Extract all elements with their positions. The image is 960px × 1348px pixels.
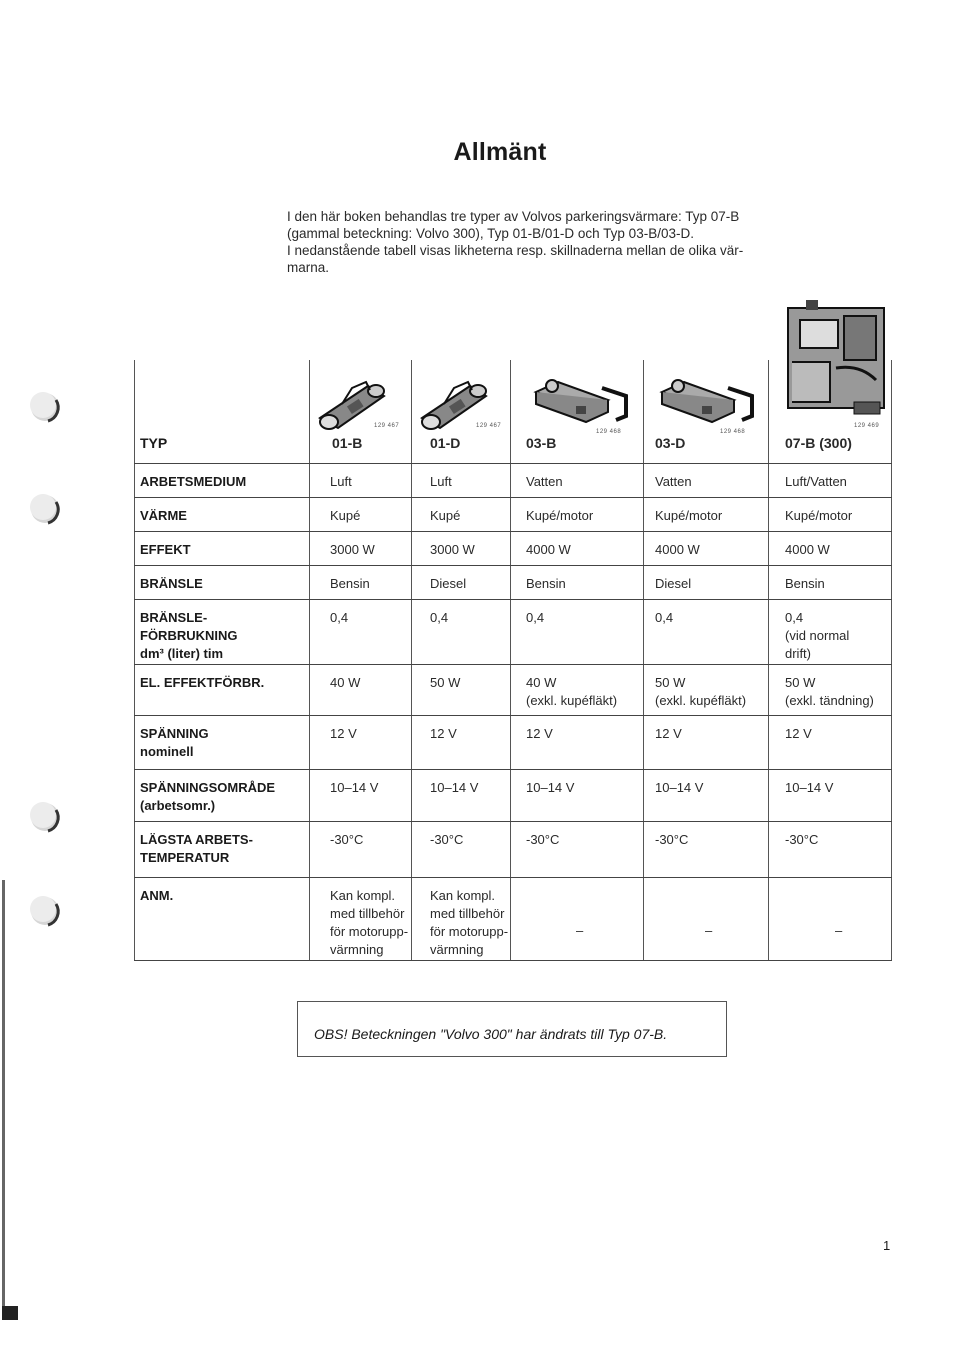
type-name: 07-B (300)	[785, 435, 852, 451]
table-cell	[430, 779, 478, 797]
table-cell-line: 10–14 V	[330, 780, 379, 795]
row-label-line: FÖRBRUKNING	[140, 628, 238, 643]
binder-hole-icon	[28, 492, 62, 526]
table-cell-line: för motorupp-	[330, 924, 409, 939]
table-cell-line: 10–14 V	[526, 780, 575, 795]
row-label	[140, 507, 187, 525]
table-cell-line: (exkl. kupéfläkt)	[655, 693, 747, 708]
table-cell	[526, 507, 593, 525]
row-label-line: dm³ (liter) tim	[140, 646, 224, 661]
row-label-line: EFFEKT	[140, 542, 191, 557]
table-cell-line: Kan kompl.	[330, 888, 396, 903]
table-cell	[330, 507, 360, 525]
table-cell-line: Kupé/motor	[785, 508, 853, 523]
row-label-line: VÄRME	[140, 508, 187, 523]
table-cell	[655, 473, 692, 491]
table-row	[134, 600, 892, 665]
row-label: TYP	[140, 435, 168, 451]
table-cell	[330, 575, 370, 593]
table-cell	[655, 507, 722, 525]
heater-03-icon	[648, 370, 760, 434]
table-row	[134, 566, 892, 600]
table-cell-line: 0,4	[430, 610, 449, 625]
table-row	[134, 498, 892, 532]
table-cell	[430, 473, 452, 491]
row-label	[140, 831, 253, 867]
table-cell-line: 4000 W	[655, 542, 700, 557]
table-cell-line: 50 W	[430, 675, 461, 690]
table-cell	[785, 575, 825, 593]
table-cell-line: Kupé/motor	[526, 508, 594, 523]
row-label-line: SPÄNNINGSOMRÅDE	[140, 780, 276, 795]
intro-line: marna.	[287, 260, 330, 275]
row-label	[140, 674, 264, 692]
table-cell-line: -30°C	[330, 832, 364, 847]
table-cell	[430, 507, 460, 525]
row-label	[140, 779, 275, 815]
page-number: 1	[883, 1238, 891, 1253]
table-cell	[785, 831, 818, 849]
table-cell	[785, 779, 833, 797]
table-cell-line: Vatten	[655, 474, 692, 489]
binder-hole-icon	[28, 390, 62, 424]
heater-03-icon	[522, 370, 634, 434]
row-label-line: TEMPERATUR	[140, 850, 230, 865]
image-code: 129 468	[720, 429, 746, 435]
table-cell	[430, 609, 448, 627]
table-cell	[655, 779, 703, 797]
table-cell-line: Diesel	[655, 576, 692, 591]
row-label-line: ANM.	[140, 888, 174, 903]
table-cell	[655, 575, 691, 593]
table-cell	[330, 473, 352, 491]
table-cell	[526, 779, 574, 797]
table-row	[134, 716, 892, 770]
table-cell-line: -30°C	[430, 832, 464, 847]
table-cell	[835, 922, 842, 940]
table-cell-line: -30°C	[785, 832, 819, 847]
table-cell	[785, 473, 847, 491]
row-label-line: LÄGSTA ARBETS-	[140, 832, 253, 847]
table-cell	[655, 831, 688, 849]
image-code: 129 467	[476, 423, 502, 429]
table-cell-line: –	[835, 923, 843, 938]
table-cell-line: Bensin	[526, 576, 566, 591]
page-title: Allmänt	[453, 138, 547, 166]
table-row	[134, 665, 892, 716]
page-edge-line	[2, 880, 5, 1320]
table-cell-line: 12 V	[430, 726, 457, 741]
note-box	[297, 1001, 727, 1057]
table-cell-line: 10–14 V	[430, 780, 479, 795]
table-row	[134, 464, 892, 498]
table-row	[134, 532, 892, 566]
table-cell-line: 4000 W	[526, 542, 571, 557]
row-label	[140, 575, 203, 593]
intro-line: I nedanstående tabell visas likheterna resp. skillnaderna mellan de olika vär-	[287, 243, 744, 258]
table-cell-line: Diesel	[430, 576, 467, 591]
table-cell	[526, 473, 563, 491]
table-cell	[526, 609, 544, 627]
table-cell	[430, 575, 466, 593]
table-cell	[655, 725, 682, 743]
table-cell-line: drift)	[785, 646, 811, 661]
type-name: 01-D	[430, 435, 461, 451]
table-cell	[430, 887, 508, 959]
table-cell-line: värmning	[430, 942, 484, 957]
table-cell-line: Kupé/motor	[655, 508, 723, 523]
table-cell-line: 0,4	[330, 610, 349, 625]
row-label-line: (arbetsomr.)	[140, 798, 216, 813]
table-cell-line: -30°C	[526, 832, 560, 847]
row-label	[140, 725, 209, 761]
table-cell	[785, 541, 830, 559]
table-cell-line: Kan kompl.	[430, 888, 496, 903]
row-label	[140, 473, 246, 491]
table-cell	[330, 779, 378, 797]
table-cell	[576, 922, 583, 940]
table-cell-line: –	[705, 923, 713, 938]
table-cell	[785, 725, 812, 743]
table-cell-line: med tillbehör	[430, 906, 505, 921]
table-row	[134, 770, 892, 822]
table-cell-line: Luft/Vatten	[785, 474, 847, 489]
table-cell-line: 3000 W	[430, 542, 475, 557]
table-row	[134, 822, 892, 878]
table-cell	[330, 541, 375, 559]
image-code: 129 467	[374, 423, 400, 429]
table-cell	[330, 609, 348, 627]
heater-07-icon	[770, 298, 892, 422]
table-cell-line: 10–14 V	[785, 780, 834, 795]
heater-spec-table	[134, 360, 892, 961]
table-cell-line: 0,4	[785, 610, 804, 625]
table-cell-line: 4000 W	[785, 542, 830, 557]
type-name: 03-D	[655, 435, 686, 451]
table-cell-line: Vatten	[526, 474, 563, 489]
table-cell-line: 3000 W	[330, 542, 375, 557]
table-cell	[526, 725, 553, 743]
type-name: 03-B	[526, 435, 557, 451]
binder-hole-icon	[28, 800, 62, 834]
table-cell-line: 40 W	[526, 675, 557, 690]
table-cell-line: (vid normal	[785, 628, 850, 643]
table-cell-line: 50 W	[655, 675, 686, 690]
row-label-line: ARBETSMEDIUM	[140, 474, 247, 489]
table-cell	[785, 674, 874, 710]
table-cell	[430, 831, 463, 849]
table-cell-line: Kupé	[330, 508, 361, 523]
image-code: 129 469	[854, 423, 880, 429]
table-cell-line: 0,4	[655, 610, 674, 625]
table-cell	[330, 831, 363, 849]
table-row	[134, 878, 892, 961]
table-cell-line: –	[576, 923, 584, 938]
row-label	[140, 609, 238, 663]
table-cell	[430, 725, 457, 743]
table-cell-line: -30°C	[655, 832, 689, 847]
table-cell-line: 40 W	[330, 675, 361, 690]
table-cell	[785, 609, 849, 663]
image-code: 129 468	[596, 429, 622, 435]
table-cell	[330, 674, 360, 692]
table-cell-line: 10–14 V	[655, 780, 704, 795]
table-cell-line: 12 V	[655, 726, 682, 741]
table-cell-line: värmning	[330, 942, 384, 957]
intro-line: (gammal beteckning: Volvo 300), Typ 01-B/01-D och Typ 03-B/03-D.	[287, 226, 694, 241]
row-label-line: BRÄNSLE	[140, 576, 203, 591]
table-cell-line: Luft	[330, 474, 352, 489]
row-label-line: SPÄNNING	[140, 726, 209, 741]
table-cell	[526, 575, 566, 593]
table-cell-line: Luft	[430, 474, 452, 489]
intro-line: I den här boken behandlas tre typer av Volvos parkeringsvärmare: Typ 07-B	[287, 209, 740, 224]
table-cell	[330, 887, 408, 959]
table-cell-line: Kupé	[430, 508, 461, 523]
table-cell-line: 12 V	[526, 726, 553, 741]
table-cell	[655, 541, 700, 559]
table-cell-line: med tillbehör	[330, 906, 405, 921]
row-label	[140, 541, 191, 559]
table-cell	[655, 609, 673, 627]
row-label-line: BRÄNSLE-	[140, 610, 208, 625]
row-label-line: EL. EFFEKTFÖRBR.	[140, 675, 265, 690]
table-cell	[330, 725, 357, 743]
table-cell-line: (exkl. kupéfläkt)	[526, 693, 618, 708]
corner-mark	[2, 1306, 18, 1320]
table-cell	[655, 674, 746, 710]
binder-hole-icon	[28, 894, 62, 928]
table-cell	[526, 541, 571, 559]
table-cell	[705, 922, 712, 940]
table-cell-line: Bensin	[785, 576, 825, 591]
row-label	[140, 887, 173, 905]
table-cell-line: för motorupp-	[430, 924, 509, 939]
table-cell	[430, 674, 460, 692]
intro-paragraph	[287, 208, 767, 276]
table-cell-line: 12 V	[785, 726, 812, 741]
table-cell	[430, 541, 475, 559]
row-label-line: nominell	[140, 744, 194, 759]
table-cell-line: 50 W	[785, 675, 816, 690]
table-cell-line: 0,4	[526, 610, 545, 625]
table-header-row	[134, 360, 892, 464]
table-cell-line: Bensin	[330, 576, 370, 591]
type-name: 01-B	[332, 435, 363, 451]
table-cell	[526, 831, 559, 849]
table-cell	[526, 674, 617, 710]
table-cell-line: (exkl. tändning)	[785, 693, 874, 708]
table-cell-line: 12 V	[330, 726, 357, 741]
table-cell	[785, 507, 852, 525]
note-text: OBS! Beteckningen "Volvo 300" har ändrats till Typ 07-B.	[314, 1026, 668, 1042]
